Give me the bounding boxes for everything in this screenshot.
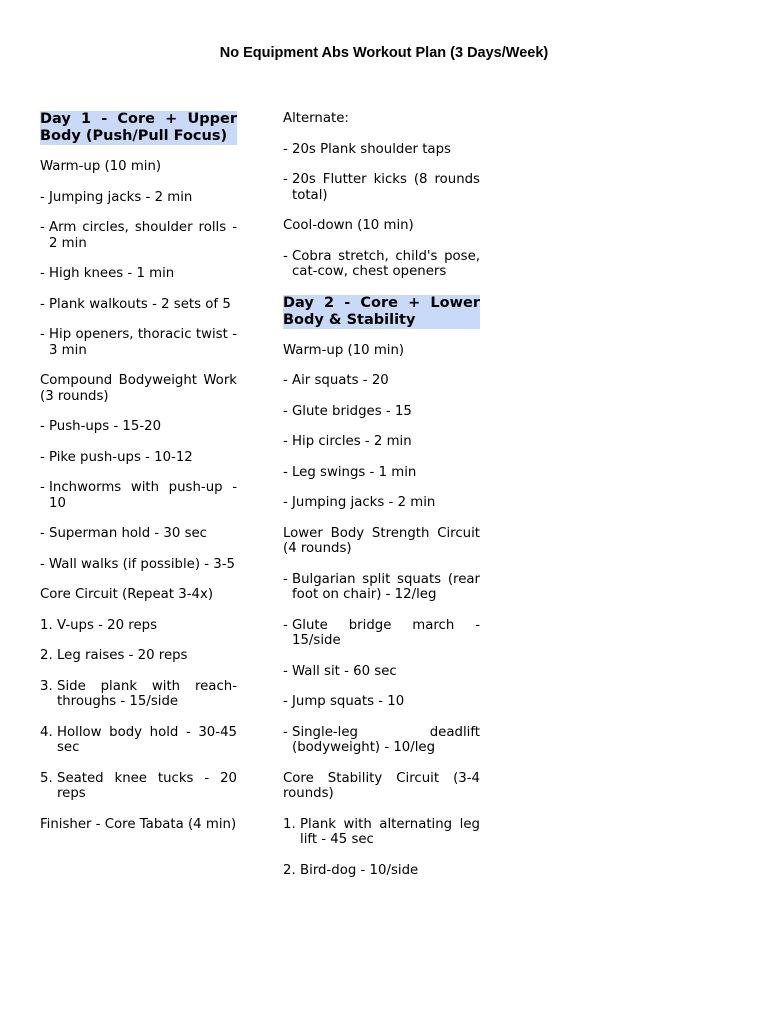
document-title: No Equipment Abs Workout Plan (3 Days/Week) xyxy=(219,45,549,61)
list-item xyxy=(40,557,237,573)
list-item-text: Single-leg deadlift (bodyweight) - 10/leg xyxy=(292,724,480,755)
list-item xyxy=(283,863,480,879)
list-item xyxy=(40,679,237,710)
list-item-text: Hip openers, thoracic twist - 3 min xyxy=(49,327,237,358)
list-item xyxy=(283,404,480,420)
list-item-text: Inchworms with push-up - 10 xyxy=(49,480,237,511)
list-item-text: Cobra stretch, child's pose, cat-cow, chest openers xyxy=(292,248,480,279)
list-item-text: Glute bridges - 15 xyxy=(292,403,412,419)
list-item xyxy=(283,572,480,603)
list-item xyxy=(283,618,480,649)
list-item-text: Glute bridge march - 15/side xyxy=(292,617,480,648)
list-marker: 4. xyxy=(40,724,53,740)
list-item-text: Push-ups - 15-20 xyxy=(49,419,162,434)
list-marker: - xyxy=(40,419,45,434)
list-item xyxy=(40,220,237,251)
list-marker: 1. xyxy=(40,617,53,633)
section-label: Finisher - Core Tabata (4 min) xyxy=(40,816,237,832)
list-marker: - xyxy=(40,266,45,281)
list-marker: 2. xyxy=(283,862,296,878)
list-item xyxy=(283,495,480,511)
list-item-text: Bulgarian split squats (rear foot on chair) - 12/leg xyxy=(292,571,480,602)
section-label: Compound Bodyweight Work (3 rounds) xyxy=(40,373,237,404)
list-item xyxy=(283,817,480,848)
list-marker: 3. xyxy=(40,678,53,694)
list-marker: - xyxy=(40,327,45,342)
list-item-text: Hollow body hold - 30-45 sec xyxy=(57,724,237,755)
list-item-text: Leg swings - 1 min xyxy=(292,464,417,480)
list-marker: - xyxy=(40,220,45,235)
section-heading: Day 1 - Core + Upper Body (Push/Pull Focus) xyxy=(40,111,237,144)
list-item xyxy=(40,725,237,756)
list-item xyxy=(40,648,237,664)
list-marker: - xyxy=(283,617,288,633)
section-heading: Day 2 - Core + Lower Body & Stability xyxy=(283,294,480,328)
section-label: Warm-up (10 min) xyxy=(283,342,405,358)
right-column xyxy=(283,111,480,893)
list-item xyxy=(283,142,480,158)
list-marker: 2. xyxy=(40,648,53,663)
list-item xyxy=(40,190,237,206)
list-item-text: Jumping jacks - 2 min xyxy=(49,189,193,205)
list-marker: - xyxy=(40,556,45,572)
left-column xyxy=(40,111,237,847)
list-item-text: Air squats - 20 xyxy=(292,373,389,388)
list-marker: - xyxy=(283,403,288,419)
list-item xyxy=(40,480,237,511)
list-item-text: Wall walks (if possible) - 3-5 xyxy=(49,556,236,572)
list-item xyxy=(283,434,480,450)
list-item xyxy=(283,465,480,481)
section-label: Core Stability Circuit (3-4 rounds) xyxy=(283,770,480,801)
list-item xyxy=(40,327,237,358)
list-item-text: Superman hold - 30 sec xyxy=(49,526,207,541)
list-item xyxy=(283,664,480,680)
list-marker: - xyxy=(40,449,45,465)
list-item xyxy=(283,172,480,203)
list-item-text: Plank walkouts - 2 sets of 5 xyxy=(49,296,231,312)
list-marker: - xyxy=(283,694,288,709)
list-item-text: High knees - 1 min xyxy=(49,266,175,281)
list-item xyxy=(40,297,237,313)
section-label: Alternate: xyxy=(283,111,349,126)
list-item-text: Bird-dog - 10/side xyxy=(300,862,419,878)
list-item xyxy=(283,694,480,710)
list-marker: - xyxy=(283,724,288,740)
list-marker: - xyxy=(283,434,288,449)
list-item-text: 20s Flutter kicks (8 rounds total) xyxy=(292,172,480,203)
list-marker: 5. xyxy=(40,770,53,786)
section-label: Warm-up (10 min) xyxy=(40,159,162,174)
list-marker: - xyxy=(40,189,45,205)
list-marker: - xyxy=(283,495,288,510)
list-item xyxy=(283,373,480,389)
list-marker: - xyxy=(283,464,288,480)
section-label: Cool-down (10 min) xyxy=(283,218,414,233)
list-item-text: Leg raises - 20 reps xyxy=(57,648,188,663)
list-item xyxy=(283,249,480,280)
list-marker: - xyxy=(283,373,288,388)
list-item-text: Wall sit - 60 sec xyxy=(292,663,397,679)
list-marker: 1. xyxy=(283,816,296,832)
list-item xyxy=(40,526,237,542)
list-marker: - xyxy=(283,663,288,679)
list-item-text: Jumping jacks - 2 min xyxy=(292,495,436,510)
list-item-text: Seated knee tucks - 20 reps xyxy=(57,770,237,801)
list-marker: - xyxy=(40,526,45,541)
list-item-text: Pike push-ups - 10-12 xyxy=(49,449,193,465)
list-item-text: Arm circles, shoulder rolls - 2 min xyxy=(49,220,237,251)
list-item xyxy=(40,618,237,634)
list-item xyxy=(40,419,237,435)
list-item xyxy=(40,266,237,282)
list-item xyxy=(40,771,237,802)
list-marker: - xyxy=(283,571,288,587)
list-item-text: 20s Plank shoulder taps xyxy=(292,141,451,157)
list-item xyxy=(40,450,237,466)
list-item-text: Side plank with reach-throughs - 15/side xyxy=(57,678,237,709)
list-marker: - xyxy=(283,141,288,157)
list-item-text: Jump squats - 10 xyxy=(292,694,405,709)
section-label: Core Circuit (Repeat 3-4x) xyxy=(40,587,214,602)
list-item-text: Hip circles - 2 min xyxy=(292,434,412,449)
list-marker: - xyxy=(40,296,45,312)
list-item-text: Plank with alternating leg lift - 45 sec xyxy=(300,816,480,847)
list-marker: - xyxy=(283,172,288,187)
list-item-text: V-ups - 20 reps xyxy=(57,617,158,633)
list-marker: - xyxy=(283,248,288,264)
section-label: Lower Body Strength Circuit (4 rounds) xyxy=(283,525,480,556)
list-marker: - xyxy=(40,480,45,495)
list-item xyxy=(283,725,480,756)
